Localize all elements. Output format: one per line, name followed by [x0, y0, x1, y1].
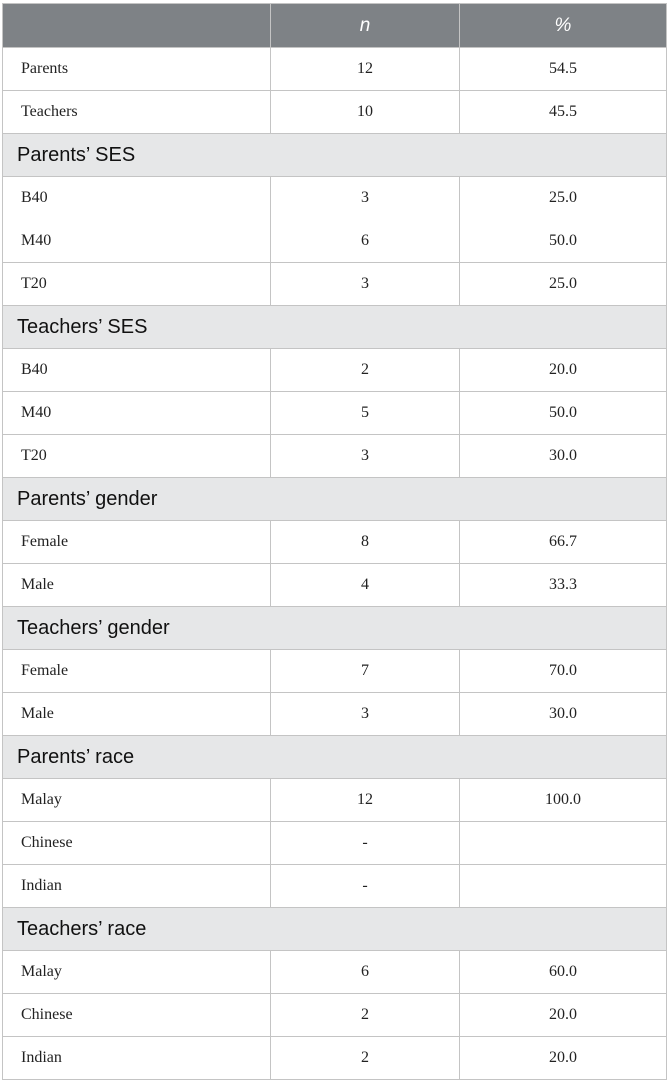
- row-label: Female: [3, 650, 271, 693]
- row-label: Indian: [3, 865, 271, 908]
- row-percent: 70.0: [460, 650, 667, 693]
- header-n-cell: n: [271, 4, 460, 48]
- row-percent: 30.0: [460, 693, 667, 736]
- row-label: Female: [3, 521, 271, 564]
- table-row: [3, 564, 667, 607]
- table-row: [3, 177, 667, 220]
- table-row: [3, 994, 667, 1037]
- table-row: [3, 1037, 667, 1080]
- row-label: M40: [3, 392, 271, 435]
- row-label: Parents: [3, 48, 271, 91]
- row-percent: 66.7: [460, 521, 667, 564]
- section-header-row: [3, 607, 667, 650]
- table-row: [3, 263, 667, 306]
- section-header-row: [3, 134, 667, 177]
- row-percent: [460, 822, 667, 865]
- row-label: M40: [3, 220, 271, 263]
- row-percent: 25.0: [460, 263, 667, 306]
- section-title: Teachers’ SES: [3, 306, 667, 349]
- table-row: [3, 865, 667, 908]
- row-n: 4: [271, 564, 460, 607]
- row-percent: 20.0: [460, 349, 667, 392]
- section-header-row: [3, 736, 667, 779]
- row-percent: 100.0: [460, 779, 667, 822]
- row-n: 2: [271, 994, 460, 1037]
- row-percent: 20.0: [460, 994, 667, 1037]
- row-n: 3: [271, 177, 460, 220]
- row-n: 6: [271, 220, 460, 263]
- table-row: [3, 779, 667, 822]
- row-label: B40: [3, 177, 271, 220]
- section-title: Parents’ gender: [3, 478, 667, 521]
- row-percent: 60.0: [460, 951, 667, 994]
- row-percent: 33.3: [460, 564, 667, 607]
- row-n: 7: [271, 650, 460, 693]
- demographics-table: [2, 3, 667, 1080]
- row-n: 5: [271, 392, 460, 435]
- row-label: Teachers: [3, 91, 271, 134]
- section-title: Teachers’ gender: [3, 607, 667, 650]
- row-n: 2: [271, 1037, 460, 1080]
- row-percent: 54.5: [460, 48, 667, 91]
- row-label: Chinese: [3, 994, 271, 1037]
- table-row: [3, 822, 667, 865]
- row-label: Male: [3, 564, 271, 607]
- row-n: 12: [271, 779, 460, 822]
- table-row: [3, 392, 667, 435]
- row-label: T20: [3, 263, 271, 306]
- row-percent: 45.5: [460, 91, 667, 134]
- header-percent-cell: %: [460, 4, 667, 48]
- row-percent: 25.0: [460, 177, 667, 220]
- table-header-row: [3, 4, 667, 48]
- header-label-cell: [3, 4, 271, 48]
- table-row: [3, 951, 667, 994]
- row-label: T20: [3, 435, 271, 478]
- section-header-row: [3, 908, 667, 951]
- row-label: Indian: [3, 1037, 271, 1080]
- section-title: Parents’ SES: [3, 134, 667, 177]
- table-row: [3, 435, 667, 478]
- row-n: 8: [271, 521, 460, 564]
- row-n: 10: [271, 91, 460, 134]
- row-n: 3: [271, 263, 460, 306]
- row-percent: 50.0: [460, 220, 667, 263]
- row-label: Male: [3, 693, 271, 736]
- row-n: 6: [271, 951, 460, 994]
- section-header-row: [3, 306, 667, 349]
- section-title: Teachers’ race: [3, 908, 667, 951]
- section-title: Parents’ race: [3, 736, 667, 779]
- row-n: 12: [271, 48, 460, 91]
- table-row: [3, 521, 667, 564]
- row-n: 3: [271, 435, 460, 478]
- table-row: [3, 48, 667, 91]
- row-label: Malay: [3, 951, 271, 994]
- row-n: -: [271, 822, 460, 865]
- row-percent: 50.0: [460, 392, 667, 435]
- row-percent: [460, 865, 667, 908]
- row-percent: 20.0: [460, 1037, 667, 1080]
- table-row: [3, 693, 667, 736]
- row-n: 3: [271, 693, 460, 736]
- row-percent: 30.0: [460, 435, 667, 478]
- table-row: [3, 220, 667, 263]
- section-header-row: [3, 478, 667, 521]
- table-row: [3, 650, 667, 693]
- table-row: [3, 349, 667, 392]
- row-label: Chinese: [3, 822, 271, 865]
- table-row: [3, 91, 667, 134]
- row-n: -: [271, 865, 460, 908]
- row-label: B40: [3, 349, 271, 392]
- row-n: 2: [271, 349, 460, 392]
- row-label: Malay: [3, 779, 271, 822]
